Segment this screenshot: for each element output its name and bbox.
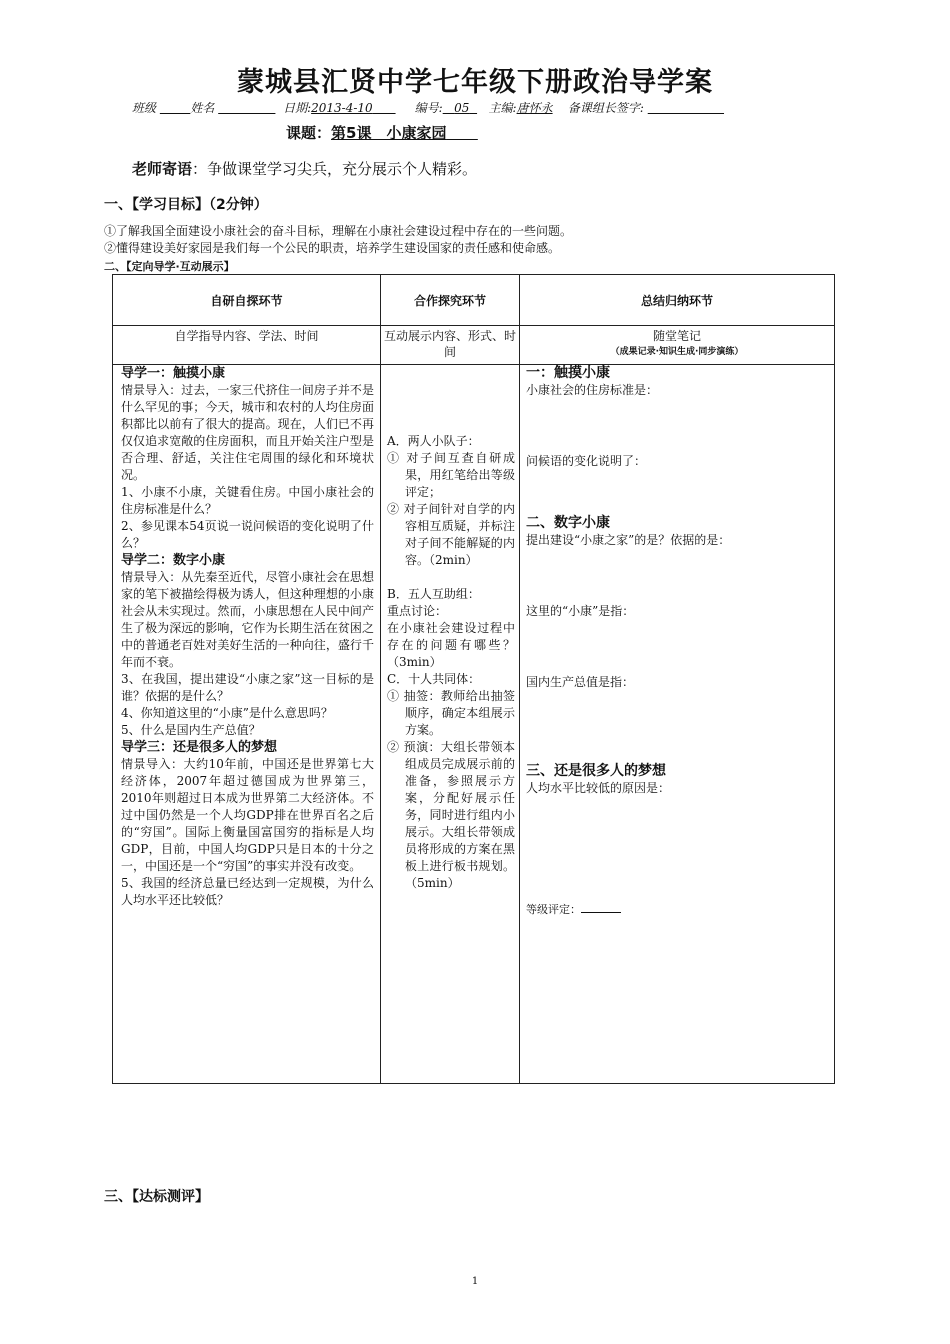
group-ten-title: C．十人共同体： — [387, 672, 481, 686]
guide-3-intro: 情景导入：大约10年前，中国还是世界第七大经济体，2007年超过德国成为世界第三，2010年则超过日本成为世界第二大经济体。不过中国仍然是一个人均GDP排在世界百名之后的“穷国”。国际上衡量国富国穷的指标是人均GDP，目前，中国人均GDP只是日本的十分之一，中国还是一个“穷国”的事实并没有改变。 — [121, 757, 374, 873]
number-value: 05 — [454, 101, 470, 115]
section-heading-goals: 一、【学习目标】（2分钟） — [104, 197, 268, 213]
pair-team-title: A．两人小队子： — [387, 434, 480, 448]
group-ten-item: ① 抽签：教师给出抽签顺序，确定本组展示方案。 — [387, 689, 515, 737]
notes-prompt-housing[interactable]: 小康社会的住房标准是： — [526, 383, 659, 397]
topic-label: 课题： — [286, 124, 332, 142]
goal-item: ①了解我国全面建设小康社会的奋斗目标，理解在小康社会建设过程中存在的一些问题。 — [104, 224, 573, 238]
class-label: 班级 — [132, 101, 157, 115]
editor-value: 唐怀永 — [516, 101, 553, 115]
page-number: 1 — [471, 1276, 479, 1287]
study-table — [112, 274, 835, 1084]
group-five-text: 在小康社会建设过程中存在的问题有哪些？（3min） — [387, 621, 515, 669]
notes-prompt-proposer[interactable]: 提出建设“小康之家”的是？依据的是： — [526, 533, 731, 547]
cooperative-column — [381, 365, 520, 1084]
class-blank[interactable] — [160, 101, 191, 115]
group-five-focus: 重点讨论： — [387, 604, 448, 618]
teacher-motto — [132, 158, 477, 179]
notes-heading-2: 二、数字小康 — [526, 515, 610, 531]
notes-prompt-gdp[interactable]: 国内生产总值是指： — [526, 675, 635, 689]
subheader-notes-title: 随堂笔记 — [652, 329, 701, 343]
signoff-label: 备课组长签字: — [567, 101, 644, 115]
date-label: 日期: — [283, 101, 312, 115]
group-ten-item: ② 预演：大组长带领本组成员完成展示前的准备，参照展示方案，分配好展示任务，同时进行组内小展示。大组长带领成员将形成的方案在黑板上进行板书规划。（5min） — [387, 740, 515, 890]
document-title: 蒙城县汇贤中学七年级下册政治导学案 — [237, 67, 713, 98]
name-label: 姓名 — [190, 101, 215, 115]
guide-2-question-3: 3、在我国，提出建设“小康之家”这一目标的是谁？依据的是什么？ — [121, 672, 374, 703]
guide-1-question-2: 2、参见课本54页说一说问候语的变化说明了什么？ — [121, 519, 374, 550]
group-five-title: B．五人互助组： — [387, 587, 480, 601]
notes-prompt-reason[interactable]: 人均水平比较低的原因是： — [526, 781, 671, 795]
motto-text: ：争做课堂学习尖兵，充分展示个人精彩。 — [192, 160, 478, 178]
notes-heading-3: 三、还是很多人的梦想 — [526, 763, 666, 779]
header-self-study: 自研自探环节 — [113, 275, 381, 326]
topic-value: 第5课 小康家园 — [331, 124, 447, 142]
pair-team-item: ② 对子间针对自学的内容相互质疑，并标注对子间不能解疑的内容。（2min） — [387, 502, 515, 567]
guide-3-title: 导学三：还是很多人的梦想 — [121, 740, 278, 755]
header-summary: 总结归纳环节 — [520, 275, 835, 326]
table-subheader-row — [113, 326, 835, 365]
table-header-row — [113, 275, 835, 326]
editor-label: 主编: — [488, 101, 517, 115]
section-heading-guided-study: 二、【定向导学·互动展示】 — [104, 260, 235, 273]
subheader-self-study: 自学指导内容、学法、时间 — [113, 326, 381, 365]
guide-2-question-5: 5、什么是国内生产总值？ — [121, 723, 261, 737]
section-heading-assessment: 三、【达标测评】 — [104, 1189, 209, 1205]
guide-2-intro: 情景导入：从先秦至近代，尽管小康社会在思想家的笔下被描绘得极为诱人，但这种理想的小康社会从未实现过。然而，小康思想在人民中间产生了极为深远的影响，它作为长期生活在贫困之中的普通老百姓对美好生活的一种向往，盛行千年而不衰。 — [121, 570, 374, 669]
grade-evaluation — [526, 901, 830, 918]
guide-2-title: 导学二：数字小康 — [121, 553, 226, 568]
table-body-row — [113, 365, 835, 1084]
number-label: 编号: — [414, 101, 443, 115]
subheader-notes — [520, 326, 835, 365]
topic-line — [286, 122, 478, 143]
notes-column — [520, 365, 835, 1084]
grade-blank[interactable] — [581, 912, 621, 913]
notes-prompt-greeting[interactable]: 问候语的变化说明了： — [526, 454, 647, 468]
subheader-notes-note: （成果记录·知识生成·同步演练） — [610, 347, 744, 357]
subheader-cooperative: 互动展示内容、形式、时间 — [381, 326, 520, 365]
grade-label: 等级评定： — [526, 903, 581, 916]
guide-1-question-1: 1、小康不小康，关键看住房。中国小康社会的住房标准是什么？ — [121, 485, 374, 516]
guide-1-title: 导学一：触摸小康 — [121, 366, 226, 381]
guide-2-question-4: 4、你知道这里的“小康”是什么意思吗？ — [121, 706, 333, 720]
motto-label: 老师寄语 — [132, 160, 193, 178]
pair-team-item: ① 对子间互查自研成果，用红笔给出等级评定； — [387, 451, 515, 499]
guide-1-intro: 情景导入：过去，一家三代挤住一间房子并不是什么罕见的事；今天，城市和农村的人均住房面积都比以前有了很大的提高。现在，人们已不再仅仅追求宽敞的住房面积，而且开始关注户型是否合理、舒适，关注住宅周围的绿化和环境状况。 — [121, 383, 374, 482]
notes-prompt-xiaokang[interactable]: 这里的“小康”是指： — [526, 604, 635, 618]
goal-item: ②懂得建设美好家园是我们每一个公民的职责，培养学生建设国家的责任感和使命感。 — [104, 241, 561, 255]
self-study-column — [113, 365, 381, 1084]
notes-heading-1: 一：触摸小康 — [526, 365, 610, 381]
guide-3-question-5: 5、我国的经济总量已经达到一定规模，为什么人均水平还比较低？ — [121, 876, 374, 907]
name-blank[interactable] — [218, 101, 275, 115]
info-line — [132, 99, 724, 116]
date-value: 2013-4-10 — [311, 101, 373, 115]
header-cooperative: 合作探究环节 — [381, 275, 520, 326]
signoff-blank[interactable] — [648, 101, 724, 115]
